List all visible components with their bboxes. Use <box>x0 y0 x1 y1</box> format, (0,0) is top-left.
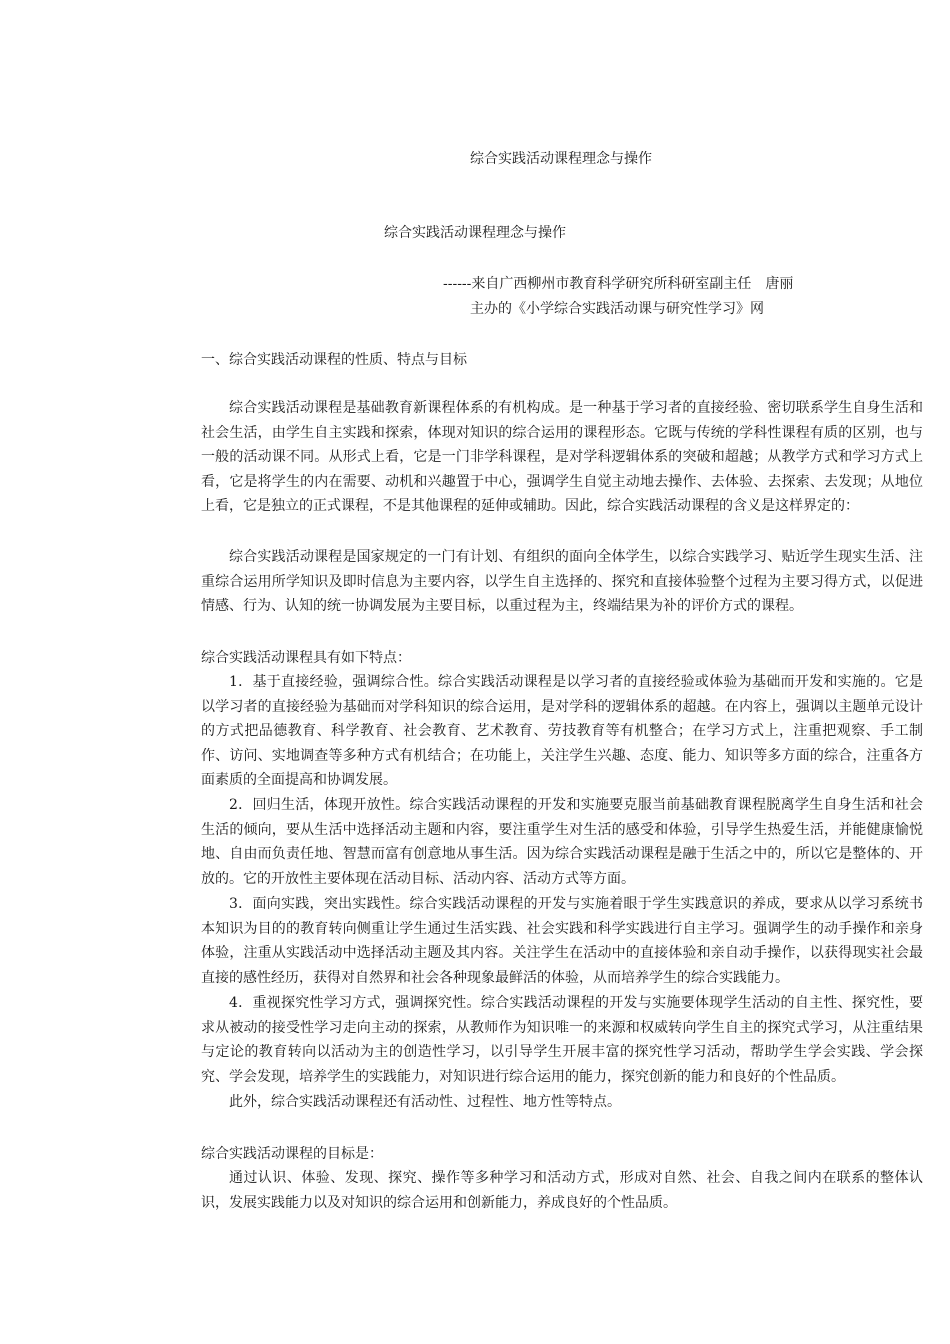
feature-item-4: 4．重视探究性学习方式，强调探究性。综合实践活动课程的开发与实施要体现学生活动的自主性、探究性，要求从被动的接受性学习走向主动的探索，从教师作为知识唯一的来源和权威转向学生自主的探究式学习，从注重结果与定论的教育转向以活动为主的创造性学习，以引导学生开展丰富的探究性学习活动，帮助学生学会实践、学会探究、学会发现，培养学生的实践能力，对知识进行综合运用的能力，探究创新的能力和良好的个性品质。 <box>201 995 923 1085</box>
paragraph-goals: 通过认识、体验、发现、探究、操作等多种学习和活动方式，形成对自然、社会、自我之间内在联系的整体认识，发展实践能力以及对知识的综合运用和创新能力，养成良好的个性品质。 <box>201 1170 923 1211</box>
features-heading: 综合实践活动课程具有如下特点： <box>201 650 411 666</box>
section-heading-1: 一、综合实践活动课程的性质、特点与目标 <box>201 352 467 368</box>
paragraph-nature: 综合实践活动课程是基础教育新课程体系的有机构成。是一种基于学习者的直接经验、密切联系学生自身生活和社会生活，由学生自主实践和探索，体现对知识的综合运用的课程形态。它既与传统的学科性课程有质的区别，也与一般的活动课不同。从形式上看，它是一门非学科课程，是对学科逻辑体系的突破和超越；从教学方式和学习方式上看，它是将学生的内在需要、动机和兴趣置于中心，强调学生自觉主动地去操作、去体验、去探索、去发现；从地位上看，它是独立的正式课程，不是其他课程的延伸或辅助。因此，综合实践活动课程的含义是这样界定的： <box>201 400 923 514</box>
document-title: 综合实践活动课程理念与操作 <box>470 151 652 167</box>
feature-item-2: 2．回归生活，体现开放性。综合实践活动课程的开发和实施要克服当前基础教育课程脱离学生自身生活和社会生活的倾向，要从生活中选择活动主题和内容，要注重学生对生活的感受和体验，引导学生热爱生活，并能健康愉悦地、自由而负责任地、智慧而富有创意地从事生活。因为综合实践活动课程是融于生活之中的，所以它是整体的、开放的。它的开放性主要体现在活动目标、活动内容、活动方式等方面。 <box>201 797 923 887</box>
paragraph-definition: 综合实践活动课程是国家规定的一门有计划、有组织的面向全体学生，以综合实践学习、贴近学生现实生活、注重综合运用所学知识及即时信息为主要内容，以学生自主选择的、探究和直接体验整个过程为主要习得方式，以促进情感、行为、认知的统一协调发展为主要目标，以重过程为主，终端结果为补的评价方式的课程。 <box>201 549 923 614</box>
goals-heading: 综合实践活动课程的目标是： <box>201 1146 383 1162</box>
feature-note: 此外，综合实践活动课程还有活动性、过程性、地方性等特点。 <box>229 1094 621 1110</box>
feature-item-3: 3．面向实践，突出实践性。综合实践活动课程的开发与实施着眼于学生实践意识的养成，要求从以学习系统书本知识为目的的教育转向侧重让学生通过生活实践、社会实践和科学实践进行自主学习。强调学生的动手操作和亲身体验，注重从实践活动中选择活动主题及其内容。关注学生在活动中的直接体验和亲自动手操作，以获得现实社会最直接的感性经历，获得对自然界和社会各种现象最鲜活的体验，从而培养学生的综合实践能力。 <box>201 896 923 986</box>
article-title: 综合实践活动课程理念与操作 <box>384 225 566 241</box>
feature-item-1: 1．基于直接经验，强调综合性。综合实践活动课程是以学习者的直接经验或体验为基础而开发和实施的。它是以学习者的直接经验为基础而对学科知识的综合运用，是对学科的逻辑体系的超越。在内容上，强调以主题单元设计的方式把品德教育、科学教育、社会教育、艺术教育、劳技教育等有机整合；在学习方式上，注重把观察、手工制作、访问、实地调查等多种方式有机结合；在功能上，关注学生兴趣、态度、能力、知识等多方面的综合，注重各方面素质的全面提高和协调发展。 <box>201 674 923 788</box>
attribution-line-2: 主办的《小学综合实践活动课与研究性学习》网 <box>470 301 764 317</box>
attribution-line-1: ------来自广西柳州市教育科学研究所科研室副主任 唐丽 <box>443 276 794 292</box>
